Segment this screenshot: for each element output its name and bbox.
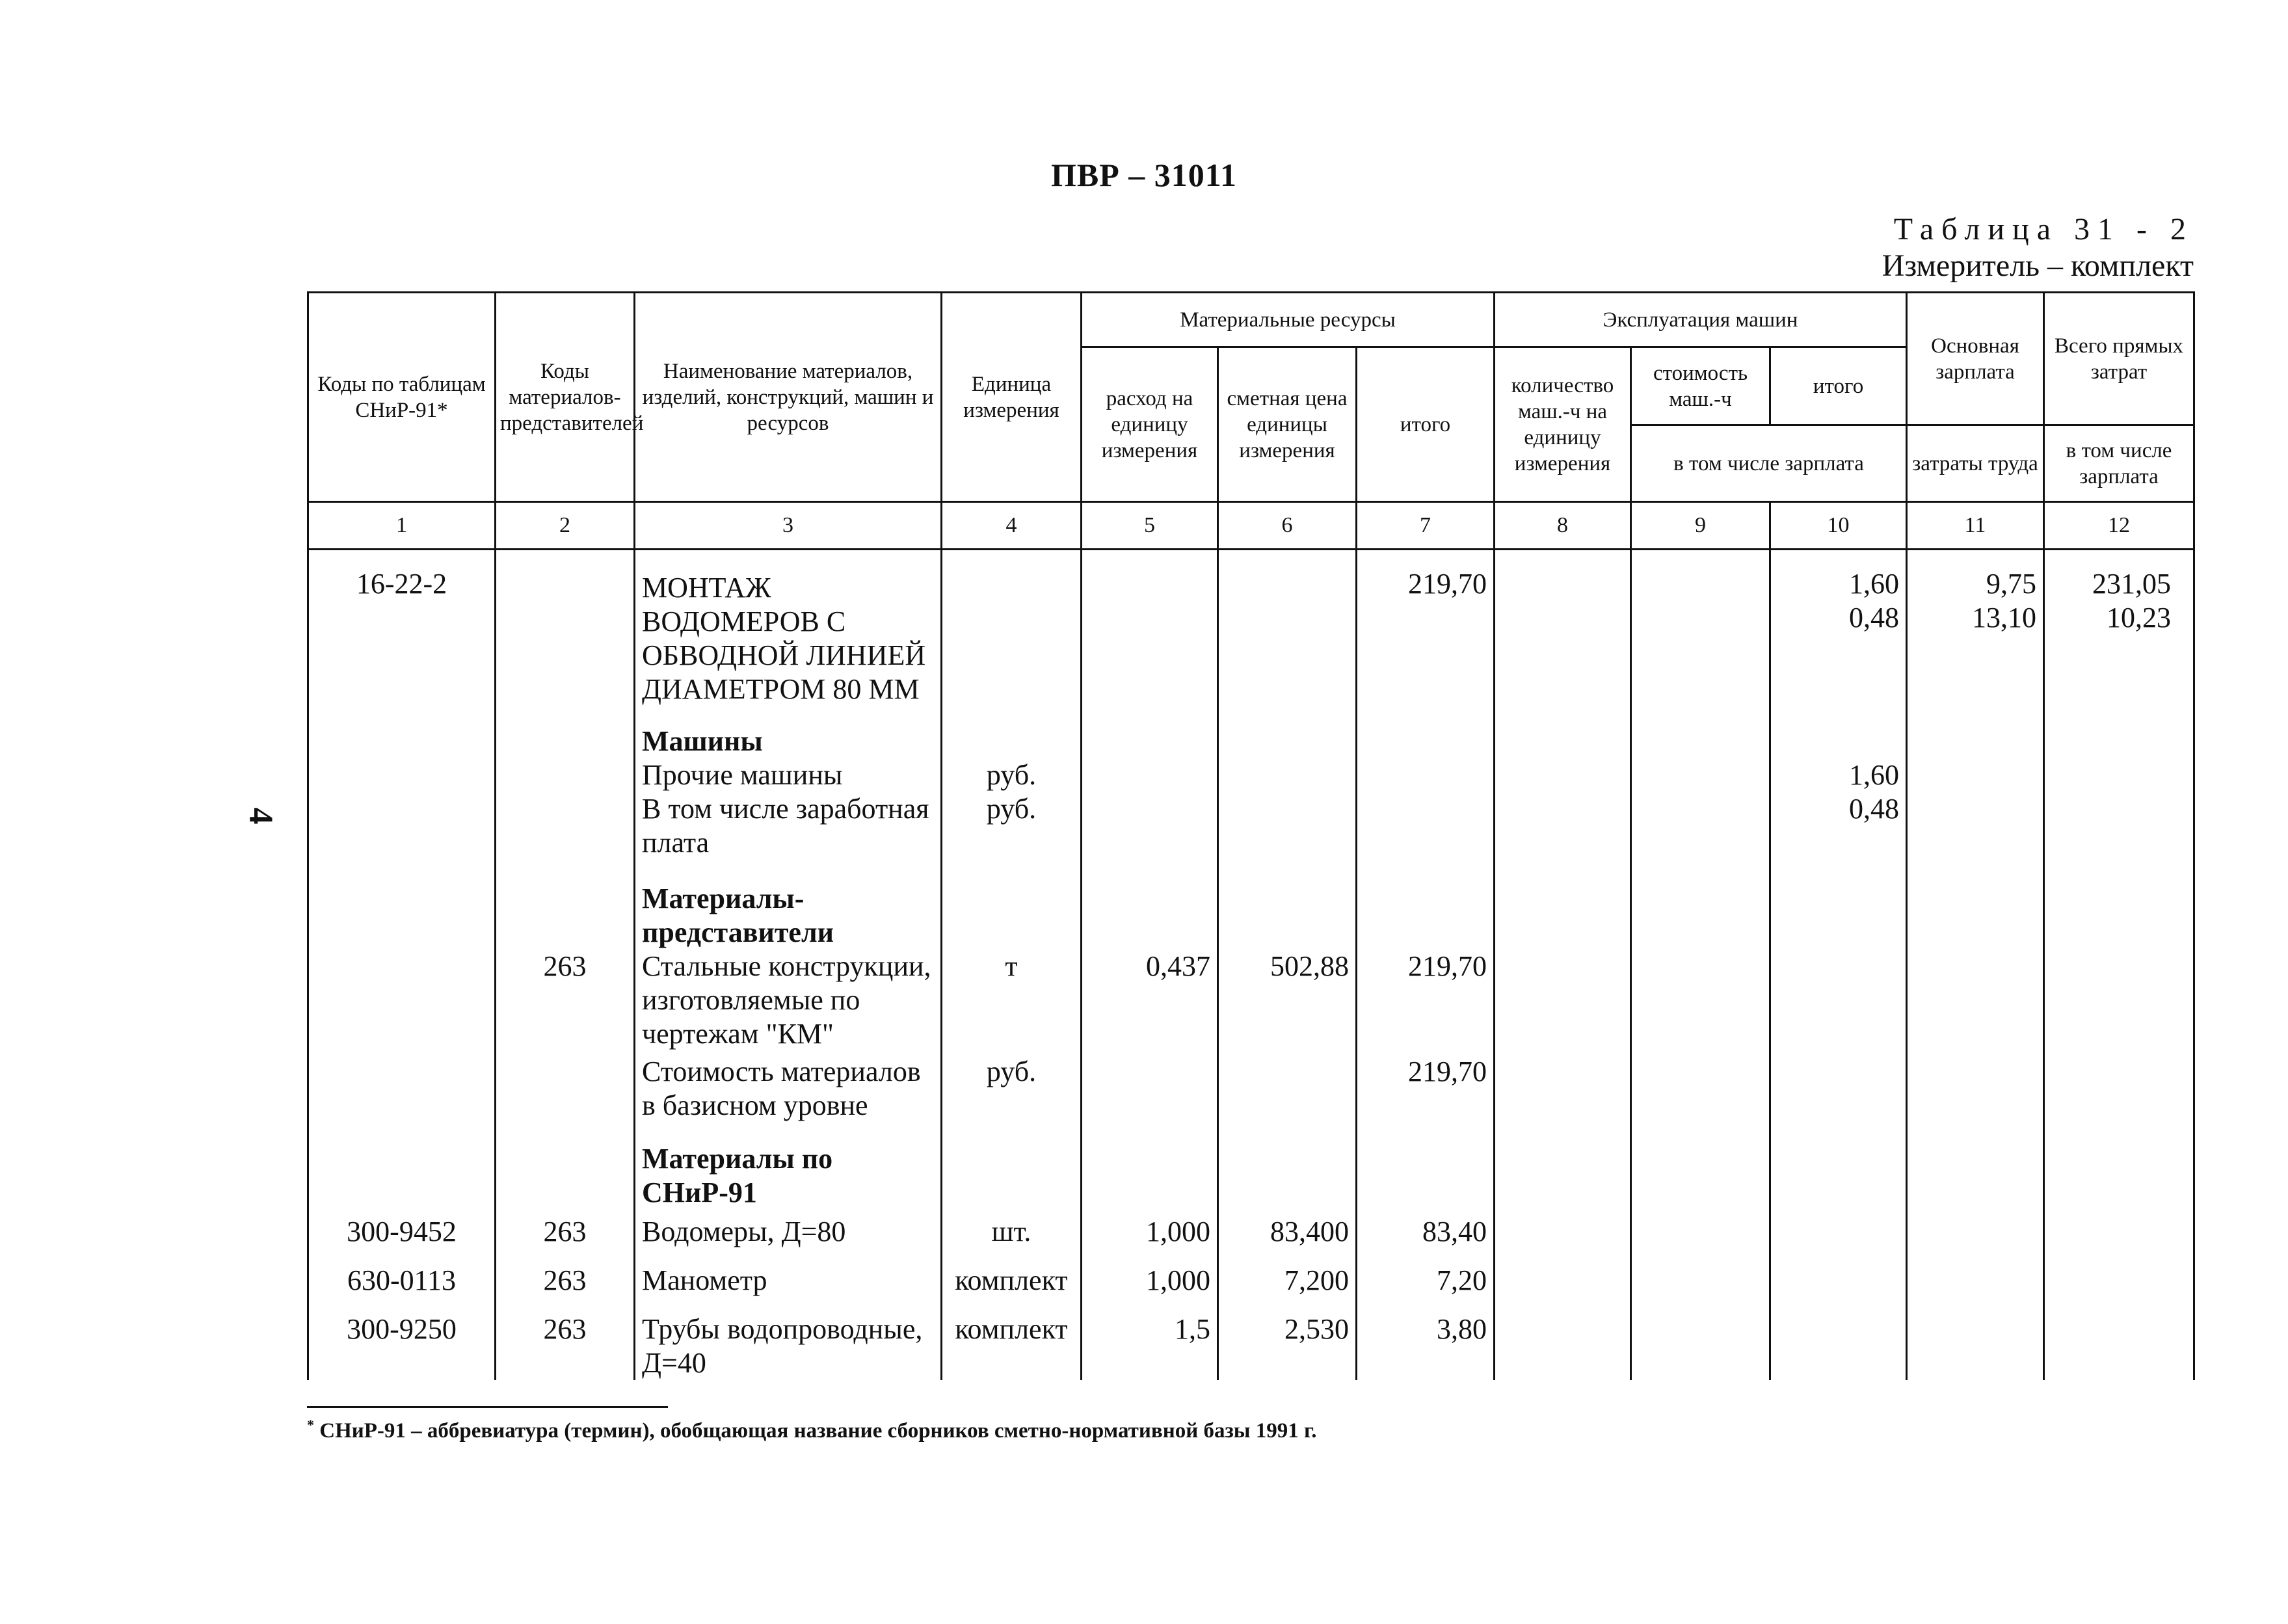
table-row-main-item: [308, 550, 2194, 707]
cell-price: 7,200: [1218, 1264, 1357, 1312]
cell-unit: шт.: [942, 1215, 1082, 1264]
cell-rep-code: 263: [496, 950, 635, 1051]
col-number: 9: [1631, 502, 1770, 550]
footnote-text: СНиР-91 – аббревиатура (термин), обобщающая название сборников сметно-нормативной базы 1991 г.: [319, 1419, 1317, 1443]
cell-name: Стоимость материалов в базисном уровне: [635, 1051, 942, 1123]
resources-table: [307, 291, 2195, 1380]
cell-name: Трубы водопроводные, Д=40: [635, 1312, 942, 1380]
table-row: [308, 1312, 2194, 1380]
col-header-codes: Коды по таблицам СНиР-91*: [308, 293, 496, 502]
cell-rep-code: 263: [496, 1264, 635, 1312]
cell-consumption: 0,437: [1082, 950, 1218, 1051]
cell-rep-code: 263: [496, 1312, 635, 1380]
table-row-incl-wages: [308, 792, 2194, 860]
cell-mat-total: 219,70: [1357, 1051, 1495, 1123]
table-row-steel: [308, 950, 2194, 1051]
col-header-name: Наименование материалов, изделий, конструкций, машин и ресурсов: [635, 293, 942, 502]
col-header-consumption: расход на единицу измерения: [1082, 347, 1218, 502]
section-row-snir: [308, 1123, 2194, 1215]
cell-code: 300-9452: [308, 1215, 496, 1264]
col-number: 4: [942, 502, 1082, 550]
col-subheader-labor: затраты труда: [1907, 425, 2044, 502]
value: 0,48: [1849, 602, 1900, 633]
cell-mat-total: 219,70: [1357, 550, 1495, 707]
col-header-machine-total: итого: [1770, 347, 1907, 425]
document-title: ПВР – 31011: [1050, 157, 1238, 193]
cell-wages: [1907, 550, 2044, 707]
value: 10,23: [2107, 602, 2172, 633]
col-number: 12: [2044, 502, 2194, 550]
col-header-wages: Основная зарплата: [1907, 293, 2044, 425]
value: 231,05: [2092, 568, 2172, 600]
cell-name: Манометр: [635, 1264, 942, 1312]
cell-unit: т: [942, 950, 1082, 1051]
col-header-mat-total: итого: [1357, 347, 1495, 502]
cell-consumption: 1,000: [1082, 1215, 1218, 1264]
col-subheader-total-wages: в том числе зарплата: [2044, 425, 2194, 502]
col-header-price: сметная цена единицы измерения: [1218, 347, 1357, 502]
value: 13,10: [1972, 602, 2037, 633]
page-number: 4: [242, 807, 280, 825]
footnote-divider: [307, 1406, 668, 1408]
section-title-snir: Материалы по СНиР-91: [635, 1123, 942, 1215]
cell-name: Прочие машины: [635, 758, 942, 792]
cell-total: [2044, 550, 2194, 707]
col-group-materials: Материальные ресурсы: [1082, 293, 1495, 347]
col-header-machine-cost: стоимость маш.-ч: [1631, 347, 1770, 425]
cell-unit: комплект: [942, 1312, 1082, 1380]
table-label: [1882, 211, 2194, 284]
footnote: [307, 1417, 1317, 1443]
table-row-material-cost: [308, 1051, 2194, 1123]
table-row: [308, 1215, 2194, 1264]
col-number: 3: [635, 502, 942, 550]
cell-machine-total: [1770, 550, 1907, 707]
col-number: 11: [1907, 502, 2044, 550]
value: 9,75: [1986, 568, 2037, 600]
cell-mat-total: 7,20: [1357, 1264, 1495, 1312]
col-number: 6: [1218, 502, 1357, 550]
cell-name: Водомеры, Д=80: [635, 1215, 942, 1264]
cell-unit: руб.: [942, 1051, 1082, 1123]
cell-unit: руб.: [942, 758, 1082, 792]
cell-machine-total: 1,60: [1770, 758, 1907, 792]
cell-mat-total: 3,80: [1357, 1312, 1495, 1380]
col-number: 1: [308, 502, 496, 550]
cell-code: 630-0113: [308, 1264, 496, 1312]
table-measure: Измеритель – комплект: [1882, 248, 2194, 283]
cell-name: В том числе заработная плата: [635, 792, 942, 860]
table-row: [308, 1264, 2194, 1312]
cell-code: 16-22-2: [308, 550, 496, 707]
cell-consumption: 1,000: [1082, 1264, 1218, 1312]
col-number: 8: [1495, 502, 1631, 550]
section-row-representatives: [308, 860, 2194, 950]
cell-price: 83,400: [1218, 1215, 1357, 1264]
cell-machine-total: 0,48: [1770, 792, 1907, 860]
col-number: 7: [1357, 502, 1495, 550]
footnote-mark: *: [307, 1417, 314, 1433]
col-header-machine-hours: количество маш.-ч на единицу измерения: [1495, 347, 1631, 502]
cell-mat-total: 83,40: [1357, 1215, 1495, 1264]
section-row-machines: [308, 706, 2194, 758]
table-caption: Таблица 31 - 2: [1893, 212, 2194, 246]
cell-rep-code: 263: [496, 1215, 635, 1264]
column-numbers-row: [308, 502, 2194, 550]
cell-item-title: МОНТАЖ ВОДОМЕРОВ С ОБВОДНОЙ ЛИНИЕЙ ДИАМЕТРОМ 80 ММ: [635, 550, 942, 707]
section-title-machines: Машины: [635, 706, 942, 758]
cell-unit: комплект: [942, 1264, 1082, 1312]
cell-name: Стальные конструкции, изготовляемые по чертежам "КМ": [635, 950, 942, 1051]
cell-price: 2,530: [1218, 1312, 1357, 1380]
section-title-representatives: Материалы-представители: [635, 860, 942, 950]
cell-consumption: 1,5: [1082, 1312, 1218, 1380]
col-subheader-incl-wages: в том числе зарплата: [1631, 425, 1907, 502]
cell-unit: руб.: [942, 792, 1082, 860]
col-header-rep-codes: Коды материалов-представителей: [496, 293, 635, 502]
cell-mat-total: 219,70: [1357, 950, 1495, 1051]
col-group-machines: Эксплуатация машин: [1495, 293, 1907, 347]
col-header-total: Всего прямых затрат: [2044, 293, 2194, 425]
value: 1,60: [1849, 568, 1900, 600]
col-number: 10: [1770, 502, 1907, 550]
col-header-unit: Единица измерения: [942, 293, 1082, 502]
table-row-other-machines: [308, 758, 2194, 792]
col-number: 2: [496, 502, 635, 550]
cell-code: 300-9250: [308, 1312, 496, 1380]
cell-price: 502,88: [1218, 950, 1357, 1051]
col-number: 5: [1082, 502, 1218, 550]
